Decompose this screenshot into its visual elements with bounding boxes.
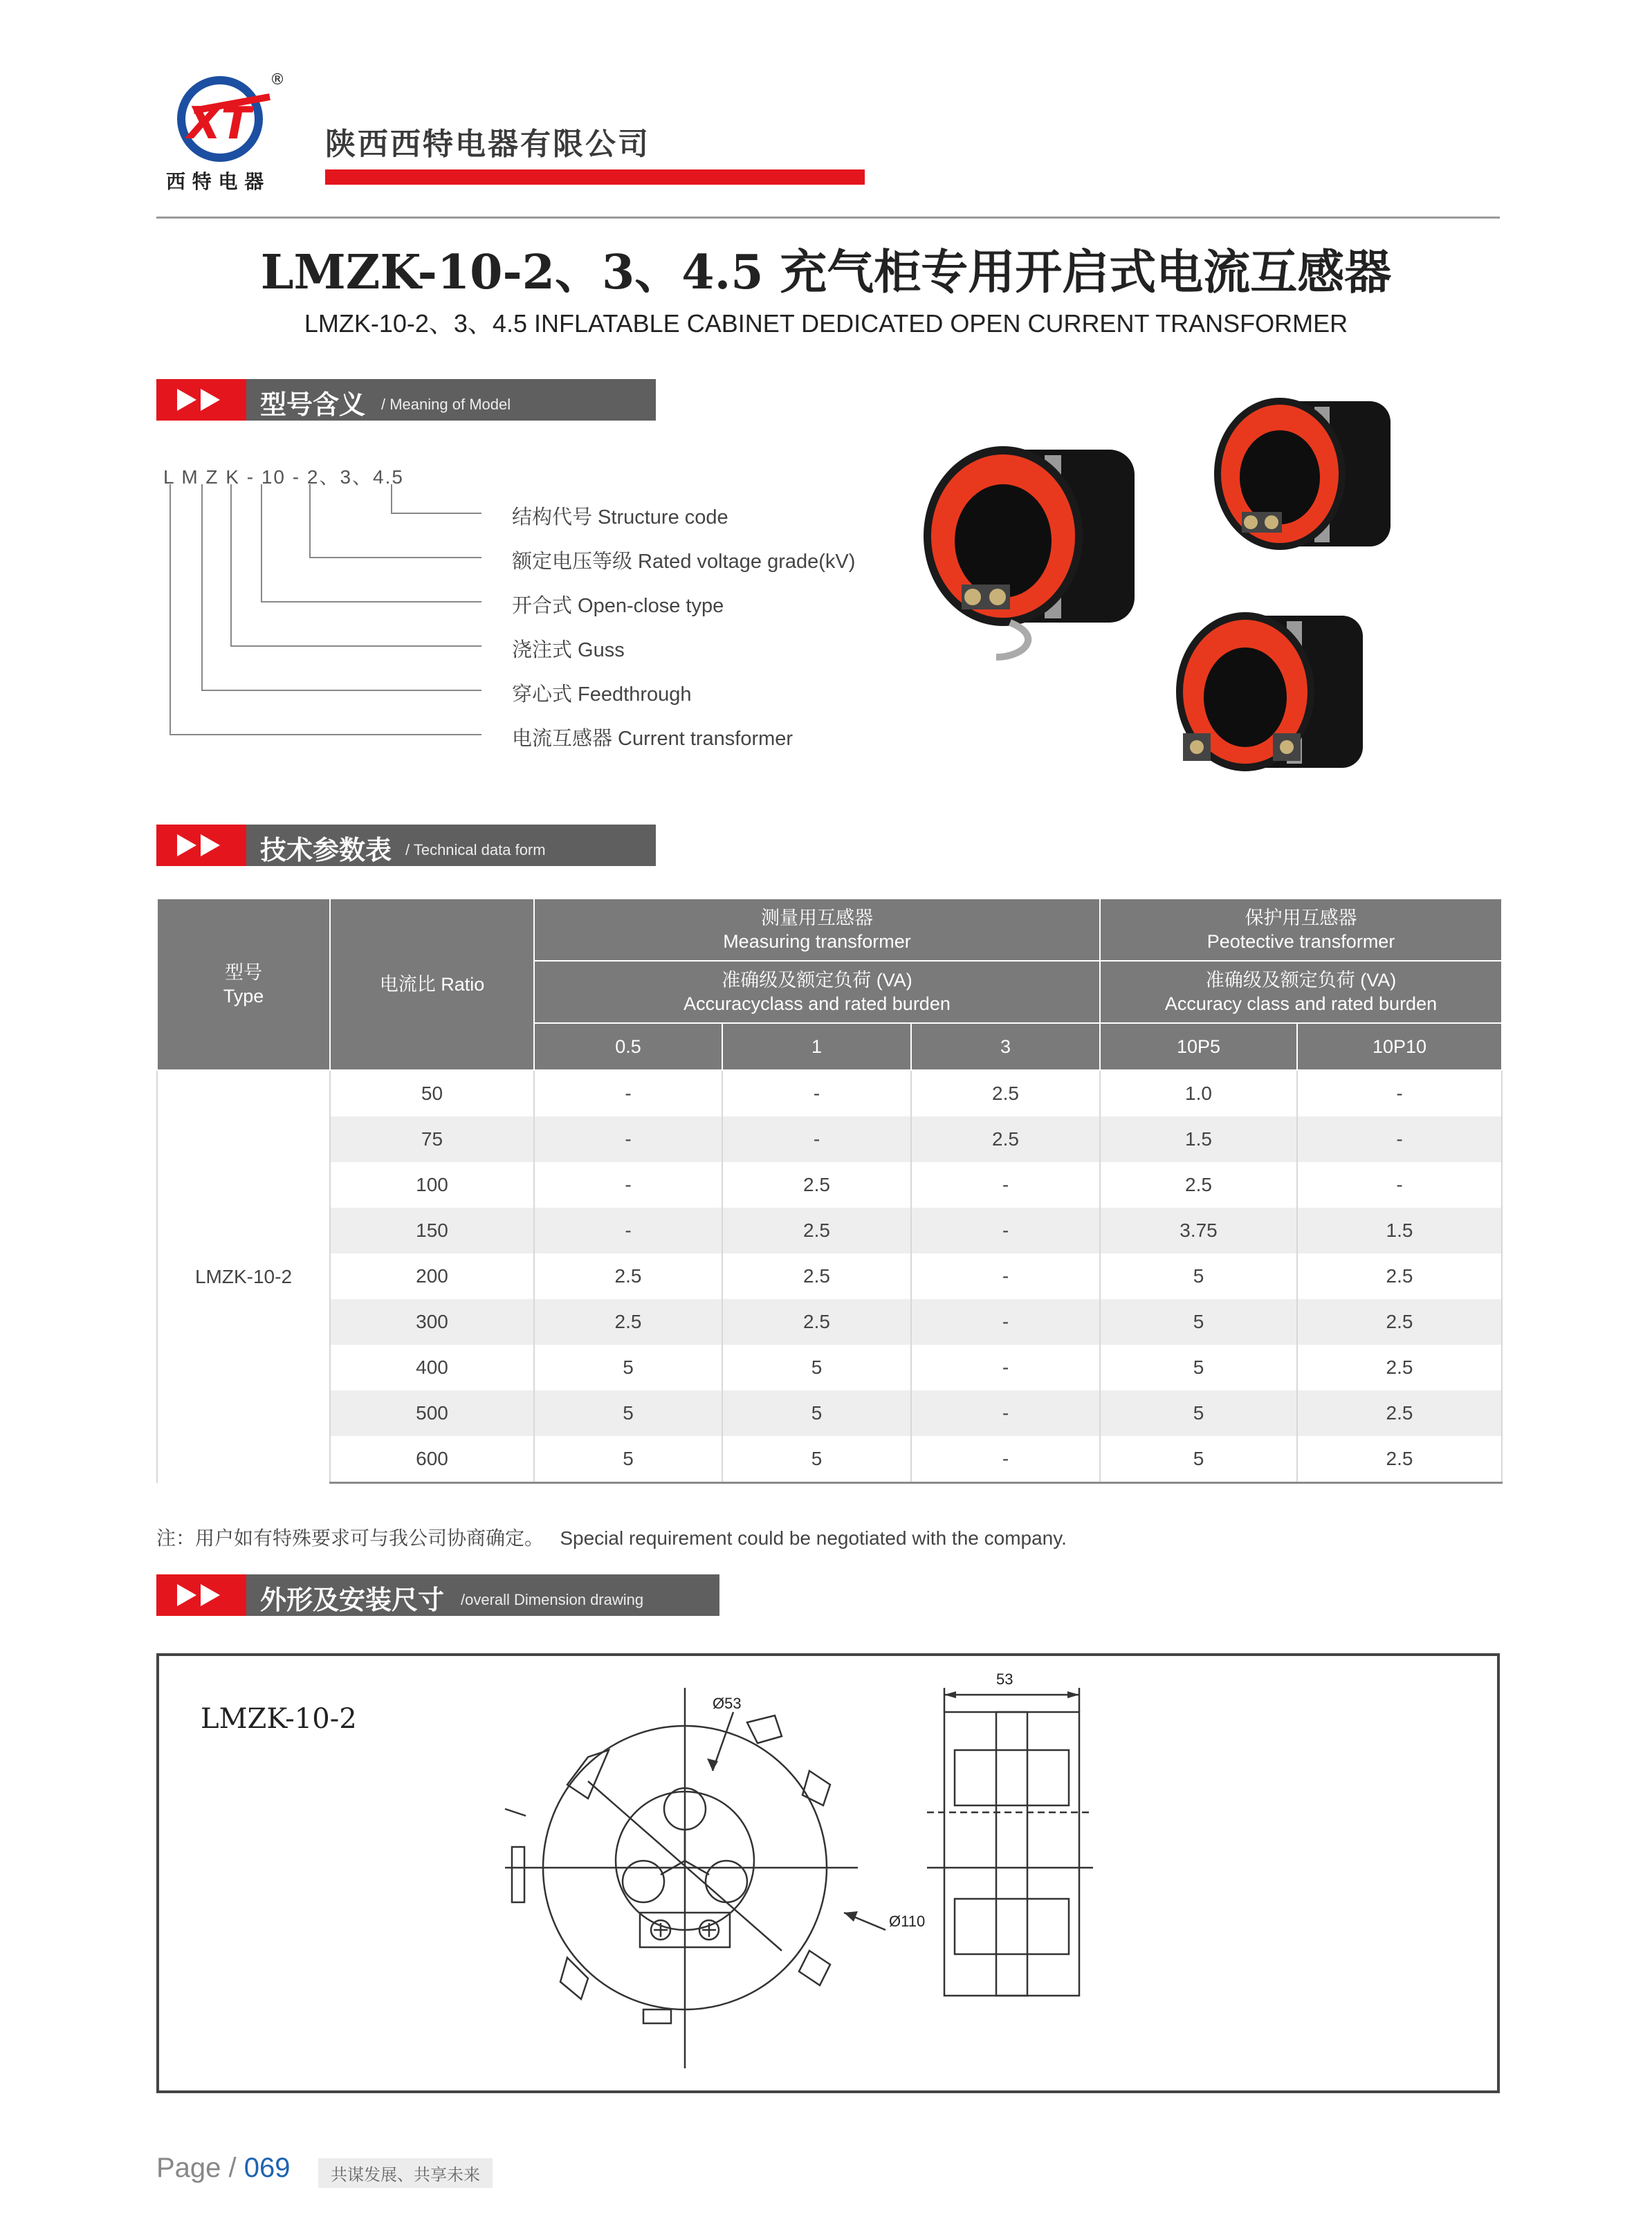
model-label-current-transformer: 电流互感器 Current transformer xyxy=(512,728,793,750)
model-leader-lines xyxy=(156,484,502,747)
value-cell: - xyxy=(722,1116,911,1162)
class-header: 0.5 xyxy=(534,1023,722,1070)
table-row xyxy=(157,1436,1502,1483)
table-note: 注：用户如有特殊要求可与我公司协商确定。 Special requirement could be negotiated with the company. xyxy=(156,1527,1067,1549)
double-arrow-icon xyxy=(156,1574,246,1616)
section-title-cn: 技术参数表 xyxy=(260,835,392,865)
value-cell: 2.5 xyxy=(534,1299,722,1345)
product-photo xyxy=(899,374,1453,816)
value-cell: - xyxy=(1297,1162,1502,1208)
ratio-cell: 500 xyxy=(330,1390,534,1436)
table-row xyxy=(157,1299,1502,1345)
double-arrow-icon xyxy=(156,825,246,866)
value-cell: 2.5 xyxy=(722,1253,911,1299)
value-cell: - xyxy=(911,1436,1100,1483)
ratio-cell: 300 xyxy=(330,1299,534,1345)
value-cell: - xyxy=(911,1162,1100,1208)
ratio-cell: 600 xyxy=(330,1436,534,1483)
section-title-cn: 外形及安装尺寸 xyxy=(260,1585,445,1615)
ratio-cell: 50 xyxy=(330,1070,534,1116)
value-cell: - xyxy=(534,1208,722,1253)
table-row xyxy=(157,1390,1502,1436)
class-header: 10P10 xyxy=(1297,1023,1502,1070)
value-cell: 3.75 xyxy=(1100,1208,1297,1253)
value-cell: 5 xyxy=(534,1436,722,1483)
value-cell: - xyxy=(1297,1070,1502,1116)
value-cell: 5 xyxy=(1100,1299,1297,1345)
value-cell: 5 xyxy=(1100,1390,1297,1436)
ratio-cell: 75 xyxy=(330,1116,534,1162)
value-cell: 2.5 xyxy=(1297,1436,1502,1483)
section-title-cn: 型号含义 xyxy=(260,389,366,420)
value-cell: 1.0 xyxy=(1100,1070,1297,1116)
dim-inner-diameter: Ø53 xyxy=(713,1695,742,1712)
company-logo xyxy=(166,69,291,194)
value-cell: 2.5 xyxy=(722,1299,911,1345)
ratio-cell: 200 xyxy=(330,1253,534,1299)
ratio-cell: 150 xyxy=(330,1208,534,1253)
value-cell: 2.5 xyxy=(1297,1299,1502,1345)
section-title-en: / Meaning of Model xyxy=(381,396,511,413)
registered-mark: ® xyxy=(270,71,285,89)
table-row xyxy=(157,1116,1502,1162)
measuring-header: 测量用互感器 Measuring transformer xyxy=(534,899,1100,961)
value-cell: 5 xyxy=(722,1390,911,1436)
table-row xyxy=(157,1253,1502,1299)
value-cell: - xyxy=(911,1299,1100,1345)
value-cell: 2.5 xyxy=(1297,1253,1502,1299)
model-label-feedthrough: 穿心式 Feedthrough xyxy=(512,683,692,706)
ratio-header: 电流比 Ratio xyxy=(330,899,534,1070)
value-cell: 5 xyxy=(534,1390,722,1436)
ratio-cell: 100 xyxy=(330,1162,534,1208)
table-row xyxy=(157,1162,1502,1208)
measuring-accuracy-header: 准确级及额定负荷 (VA) Accuracyclass and rated burden xyxy=(534,961,1100,1023)
protective-header: 保护用互感器 Peotective transformer xyxy=(1100,899,1502,961)
value-cell: 1.5 xyxy=(1100,1116,1297,1162)
section-title-en: /overall Dimension drawing xyxy=(461,1591,644,1608)
value-cell: 5 xyxy=(534,1345,722,1390)
table-row xyxy=(157,1070,1502,1116)
value-cell: 2.5 xyxy=(1297,1345,1502,1390)
section-heading-tech xyxy=(156,825,656,866)
value-cell: - xyxy=(534,1116,722,1162)
value-cell: 2.5 xyxy=(911,1116,1100,1162)
header-divider xyxy=(156,217,1500,219)
model-code: L M Z K - 10 - 2、3、4.5 xyxy=(163,466,404,488)
value-cell: 1.5 xyxy=(1297,1208,1502,1253)
value-cell: 5 xyxy=(1100,1436,1297,1483)
section-heading-dimension xyxy=(156,1574,719,1616)
dim-outer-diameter: Ø110 xyxy=(889,1913,926,1930)
page-title-en: LMZK-10-2、3、4.5 INFLATABLE CABINET DEDICATED OPEN CURRENT TRANSFORMER xyxy=(304,309,1348,338)
header-red-bar xyxy=(325,169,865,185)
value-cell: - xyxy=(534,1162,722,1208)
class-header: 10P5 xyxy=(1100,1023,1297,1070)
value-cell: 2.5 xyxy=(911,1070,1100,1116)
footer-slogan: 共谋发展、共享未来 xyxy=(318,2158,493,2188)
value-cell: - xyxy=(911,1208,1100,1253)
logo-caption: 西 特 电 器 xyxy=(166,170,264,193)
value-cell: 2.5 xyxy=(722,1162,911,1208)
value-cell: - xyxy=(911,1345,1100,1390)
protective-accuracy-header: 准确级及额定负荷 (VA) Accuracy class and rated burden xyxy=(1100,961,1502,1023)
technical-data-table xyxy=(156,898,1503,1484)
value-cell: - xyxy=(534,1070,722,1116)
page-number: 069 xyxy=(244,2153,291,2183)
table-row xyxy=(157,1345,1502,1390)
value-cell: 2.5 xyxy=(1297,1390,1502,1436)
section-heading-model xyxy=(156,379,656,421)
value-cell: 5 xyxy=(1100,1253,1297,1299)
class-header: 3 xyxy=(911,1023,1100,1070)
value-cell: 5 xyxy=(1100,1345,1297,1390)
value-cell: 2.5 xyxy=(722,1208,911,1253)
value-cell: - xyxy=(1297,1116,1502,1162)
ratio-cell: 400 xyxy=(330,1345,534,1390)
value-cell: 2.5 xyxy=(1100,1162,1297,1208)
dim-width: 53 xyxy=(996,1671,1013,1688)
type-cell: LMZK-10-2 xyxy=(157,1070,330,1483)
double-arrow-icon xyxy=(156,379,246,421)
value-cell: - xyxy=(911,1253,1100,1299)
value-cell: - xyxy=(722,1070,911,1116)
model-label-voltage: 额定电压等级 Rated voltage grade(kV) xyxy=(512,551,856,573)
value-cell: 2.5 xyxy=(534,1253,722,1299)
dimension-drawing xyxy=(484,1660,1176,2075)
logo-text: XT xyxy=(187,98,251,149)
model-label-guss: 浇注式 Guss xyxy=(512,639,625,661)
drawing-model-label: LMZK-10-2 xyxy=(201,1703,357,1735)
section-title-en: / Technical data form xyxy=(405,841,546,858)
page-indicator: Page / 069 xyxy=(156,2153,291,2183)
page-title-cn: LMZK-10-2、3、4.5 充气柜专用开启式电流互感器 xyxy=(260,245,1392,300)
company-name: 陕西西特电器有限公司 xyxy=(325,127,650,162)
value-cell: 5 xyxy=(722,1436,911,1483)
model-label-structure: 结构代号 Structure code xyxy=(512,506,728,528)
type-header: 型号 Type xyxy=(157,899,330,1070)
model-label-open-close: 开合式 Open-close type xyxy=(512,595,724,617)
value-cell: 5 xyxy=(722,1345,911,1390)
class-header: 1 xyxy=(722,1023,911,1070)
value-cell: - xyxy=(911,1390,1100,1436)
table-row xyxy=(157,1208,1502,1253)
